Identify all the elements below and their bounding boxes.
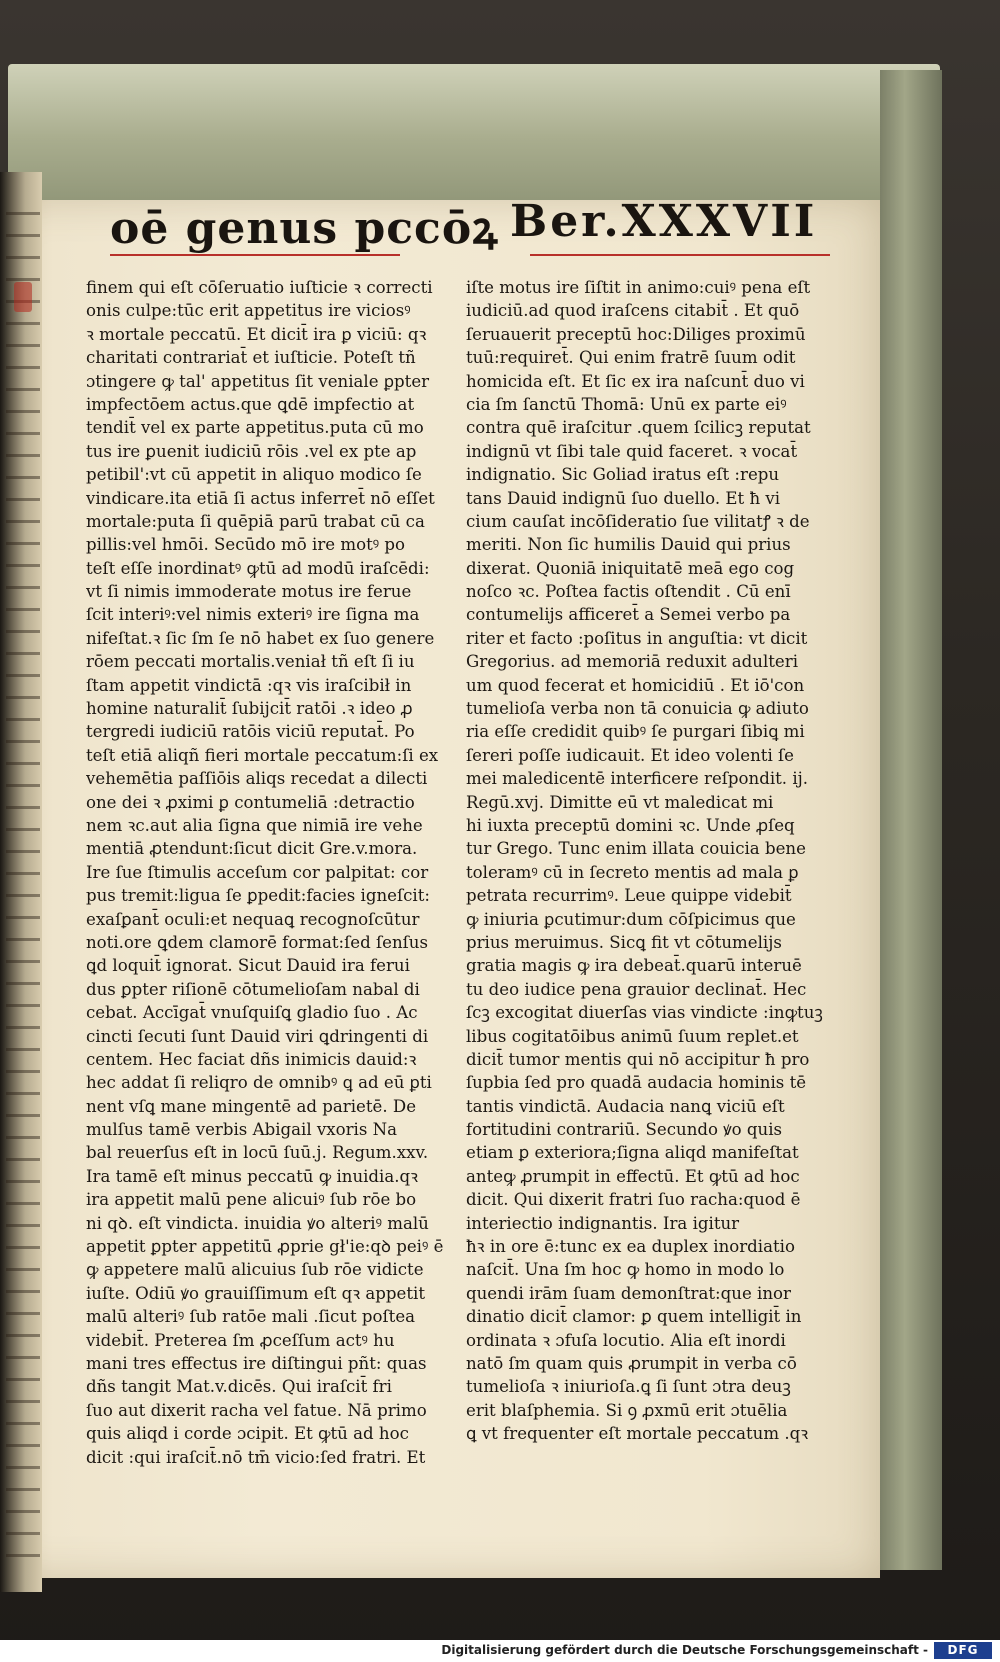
- text-line: tus ire ꝑuenit iudiciū rōis .vel ex pte ap: [86, 441, 417, 461]
- page-block-top-edge: [8, 64, 940, 214]
- text-line: vt ſi nimis immoderate motus ire ferue: [86, 582, 412, 602]
- text-line: tur Grego. Tunc enim illata couicia bene: [466, 839, 806, 859]
- text-line: centem. Hec faciat dñs inimicis dauid:ꝛ: [86, 1049, 417, 1069]
- text-line: homicida eſt. Et ſic ex ira naſcunt̄ duo vi: [466, 371, 805, 391]
- text-line: ſtam appetit vindictā :qꝛ vis iraſcibił in: [86, 675, 412, 695]
- text-line: nem ꝛc.aut alia ſigna que nimiā ire vehe: [86, 815, 423, 835]
- text-line: teſt etiā aliqñ fieri mortale peccatum:ſi ex: [86, 745, 439, 765]
- text-line: mulſus tamē verbis Abigail vxoris Na: [86, 1120, 398, 1140]
- text-line: libus cogitatōibus animū ſuum replet.et: [466, 1026, 799, 1046]
- text-line: anteꝙ ꝓrumpit in effectū. Et ꝙtū ad hoc: [466, 1166, 800, 1186]
- text-line: interiectio indignantis. Ira igitur: [466, 1213, 740, 1233]
- running-head-left: oē genus pccōꝝ: [110, 203, 499, 254]
- text-column-right: [466, 276, 866, 1446]
- text-line: ꝙ iniuria ꝑcutimur:dum cōſpicimus que: [466, 909, 796, 929]
- text-line: iuſte. Odiū ꝟo grauiſſimum eſt qꝛ appetit: [86, 1283, 426, 1303]
- text-line: Ire ſue ſtimulis acceſum cor palpitat: cor: [86, 862, 429, 882]
- text-line: one dei ꝛ ꝓximi ꝑ contumeliā :detractio: [86, 792, 415, 812]
- text-line: vehemētia paſſiōis aliqs recedat a dilecti: [86, 769, 428, 789]
- dfg-logo: DFG: [934, 1642, 992, 1659]
- text-line: exaſꝑant̄ oculi:et nequaꝗ recognoſcūtur: [86, 909, 420, 929]
- text-line: ira appetit malū pene alicuiꝰ ſub rōe bo: [86, 1190, 417, 1210]
- text-line: quendi irām ſuam demonſtrat:que inor: [466, 1283, 791, 1303]
- text-line: cincti ſecuti ſunt Dauid viri ꝗdringenti di: [86, 1026, 429, 1046]
- running-head-folio: Ber.XXXVII: [510, 196, 818, 247]
- text-line: cium cauſat incōſideratio ſue vilitatꝭ ꝛ de: [466, 511, 810, 531]
- text-line: noſco ꝛc. Poſtea factis oſtendit . Cū enī: [466, 582, 791, 602]
- text-line: dus ꝑpter riſionē cōtumelioſam nabal di: [86, 979, 420, 999]
- text-line: bal reuerſus eſt in locū ſuū.j. Regum.xxv.: [86, 1143, 429, 1163]
- text-line: ſcꝫ excogitat diuerſas vias vindicte :inꝙtuꝫ: [466, 1003, 823, 1023]
- text-line: dicit :qui iraſcit̄.nō tm̄ vicio:ſed fratri. Et: [86, 1447, 426, 1467]
- text-line: cia ſm ſanctū Thomā: Unū ex parte eiꝰ: [466, 394, 787, 414]
- text-line: fortitudini contrariū. Secundo ꝟo quis: [466, 1120, 783, 1140]
- text-line: noti.ore ꝗdem clamorē format:ſed ſenſus: [86, 932, 428, 952]
- text-line: petrata recurrimꝰ. Leue quippe videbit̄: [466, 886, 792, 906]
- text-line: naſcit̄. Una ſm hoc ꝙ homo in modo lo: [466, 1260, 785, 1280]
- text-line: um quod fecerat et homicidiū . Et iō'con: [466, 675, 805, 695]
- footer-bar: [0, 1640, 1000, 1662]
- text-line: tergredi iudiciū ratōis viciū reputat̄. Po: [86, 722, 415, 742]
- text-line: meriti. Non ſic humilis Dauid qui prius: [466, 535, 791, 555]
- text-line: dicit̄ tumor mentis qui nō accipitur ħ pro: [466, 1049, 810, 1069]
- text-line: ordinata ꝛ ɔfuſa locutio. Alia eſt inordi: [466, 1330, 786, 1350]
- text-line: appetit ꝑpter appetitū ꝓprie gł'ie:qꝺ peiꝰ ē: [86, 1237, 444, 1257]
- text-line: ɔtingere ꝙ tal' appetitus ſit veniale ꝑpter: [86, 371, 430, 391]
- text-line: indignatio. Sic Goliad iratus eſt :repu: [466, 465, 780, 485]
- text-line: Regū.xvj. Dimitte eū vt maledicat mi: [466, 792, 774, 812]
- text-line: ria eſſe credidit quibꝰ ſe purgari ſibiꝗ mi: [466, 722, 805, 742]
- text-line: nent vſꝗ mane mingentē ad parietē. De: [86, 1096, 417, 1116]
- text-line: ni qꝺ. eſt vindicta. inuidia ꝟo alteriꝰ malū: [86, 1213, 429, 1233]
- text-line: mani tres effectus ire diſtingui pñt: quas: [86, 1353, 427, 1373]
- text-line: hec addat ſi reliqro de omnibꝰ ꝗ ad eū ꝑti: [86, 1073, 432, 1093]
- text-line: impfectōem actus.que ꝗdē impfectio at: [86, 394, 415, 414]
- text-line: quis aliqd i corde ɔcipit. Et ꝙtū ad hoc: [86, 1424, 409, 1444]
- text-line: finem qui eſt cōſeruatio iuſticie ꝛ correcti: [86, 278, 433, 297]
- text-line: nifeſtat.ꝛ ſic ſm ſe nō habet ex ſuo genere: [86, 628, 435, 648]
- running-head: [110, 196, 870, 266]
- text-line: ſereri poſſe iudicauit. Et ideo volenti ſe: [466, 745, 795, 765]
- text-line: ꝗd loquit̄ ignorat. Sicut Dauid ira ferui: [86, 956, 410, 976]
- text-line: ꝗ vt frequenter eſt mortale peccatum .qꝛ: [466, 1424, 809, 1444]
- text-line: ħꝛ in ore ē:tunc ex ea duplex inordiatio: [466, 1237, 795, 1257]
- text-line: mentiā ꝓtendunt:ſicut dicit Gre.v.mora.: [86, 839, 418, 859]
- text-line: iſte motus ire ſiſtit in animo:cuiꝰ pena eſt: [466, 278, 811, 297]
- text-column-left: [86, 276, 466, 1469]
- text-line: charitati contrariat̄ et iuſticie. Poteſt tñ: [86, 348, 416, 368]
- text-line: malū alteriꝰ ſub ratōe mali .ſicut poſtea: [86, 1307, 416, 1327]
- text-line: tu deo iudice pena grauior declinat̄. Hec: [466, 979, 807, 999]
- text-line: mortale:puta ſi quēpiā parū trabat cū ca: [86, 511, 425, 531]
- text-line: dixerat. Quoniā iniquitatē meā ego cog: [466, 558, 795, 578]
- text-line: dñs tangit Mat.v.dicēs. Qui iraſcit̄ fri: [86, 1377, 392, 1397]
- text-line: contumelijs afficeret̄ a Semei verbo pa: [466, 605, 791, 625]
- text-line: mei maledicentē interficere reſpondit. ij.: [466, 769, 809, 789]
- text-line: rōem peccati mortalis.veniał tñ eſt ſi iu: [86, 652, 415, 672]
- text-line: pillis:vel hmōi. Secūdo mō ire motꝰ po: [86, 535, 406, 555]
- facing-page-red-mark: [14, 282, 32, 312]
- text-line: tumelioſa verba non tā conuicia ꝙ adiuto: [466, 699, 809, 719]
- text-line: ꝙ appetere malū alicuius ſub rōe vidicte: [86, 1260, 424, 1280]
- text-line: toleramꝰ cū in ſecreto mentis ad mala ꝑ: [466, 862, 799, 882]
- text-line: tantis vindictā. Audacia nanꝗ viciū eſt: [466, 1096, 785, 1116]
- text-line: erit blaſphemia. Si ꝯ ꝓxmū erit ɔtuēlia: [466, 1400, 788, 1420]
- text-line: ſupbia ſed pro quadā audacia hominis tē: [466, 1073, 807, 1093]
- text-line: cebat. Accīgat̄ vnuſquiſꝗ gladio ſuo . Ac: [86, 1003, 418, 1023]
- text-line: iudiciū.ad quod iraſcens citabit̄ . Et quō: [466, 301, 800, 321]
- text-line: homine naturalit̄ ſubijcit̄ ratōi .ꝛ ideo ꝓ: [86, 699, 413, 719]
- text-line: ſcit interiꝰ:vel nimis exteriꝰ ire ſigna ma: [86, 605, 420, 625]
- text-line: tans Dauid indignū ſuo duello. Et ħ vi: [466, 488, 781, 508]
- text-line: gratia magis ꝙ ira debeat̄.quarū interuē: [466, 956, 802, 976]
- text-line: dinatio dicit̄ clamor: ꝑ quem intelligit̄ in: [466, 1307, 802, 1327]
- text-line: riter et facto :poſitus in anguſtia: vt dicit: [466, 628, 808, 648]
- page-block-fore-edge: [880, 70, 942, 1570]
- text-line: petibil':vt cū appetit in aliquo modico ſe: [86, 465, 422, 485]
- footer-credit: Digitalisierung gefördert durch die Deutsche Forschungsgemeinschaft -: [441, 1643, 928, 1657]
- text-line: tendit̄ vel ex parte appetitus.puta cū mo: [86, 418, 424, 438]
- text-line: dicit. Qui dixerit fratri ſuo racha:quod ē: [466, 1190, 801, 1210]
- text-line: Gregorius. ad memoriā reduxit adulteri: [466, 652, 798, 672]
- text-line: teſt eſſe inordinatꝰ ꝙtū ad modū iraſcēdi:: [86, 558, 430, 578]
- text-line: tumelioſa ꝛ iniurioſa.ꝗ ſi ſunt ɔtra deuꝫ: [466, 1377, 791, 1397]
- text-line: Ira tamē eſt minus peccatū ꝙ inuidia.qꝛ: [86, 1166, 419, 1186]
- text-line: prius meruimus. Sicꝗ fit vt cōtumelijs: [466, 932, 782, 952]
- text-line: hi iuxta preceptū domini ꝛc. Unde ꝓſeq: [466, 815, 795, 835]
- text-line: ſeruauerit preceptū hoc:Diliges proximū: [466, 324, 806, 344]
- text-line: indignū vt ſibi tale quid faceret. ꝛ vocat̄: [466, 441, 798, 461]
- facing-page-text-shadow: [6, 212, 40, 1572]
- text-line: contra quē iraſcitur .quem ſcilicꝫ reputat: [466, 418, 811, 438]
- running-head-right-rule: [530, 254, 830, 256]
- text-line: pus tremit:ligua ſe ꝑpedit:facies igneſcit:: [86, 886, 430, 906]
- text-line: etiam ꝑ exteriora;ſigna aliqd manifeſtat: [466, 1143, 799, 1163]
- text-line: tuū:requiret̄. Qui enim fratrē ſuum odit: [466, 348, 796, 368]
- text-line: natō ſm quam quis ꝓrumpit in verba cō: [466, 1353, 797, 1373]
- text-line: onis culpe:tūc erit appetitus ire viciosꝰ: [86, 301, 411, 321]
- facing-page-curl: [0, 172, 42, 1592]
- text-line: ſuo aut dixerit racha vel fatue. Nā primo: [86, 1400, 427, 1420]
- running-head-left-rule: [110, 254, 400, 256]
- text-line: videbit̄. Preterea ſm ꝓceſſum actꝰ hu: [86, 1330, 395, 1350]
- text-line: ꝛ mortale peccatū. Et dicit̄ ira ꝑ viciū: qꝛ: [86, 324, 427, 344]
- text-line: vindicare.ita etiā ſi actus inferret̄ nō eſſet: [86, 488, 435, 508]
